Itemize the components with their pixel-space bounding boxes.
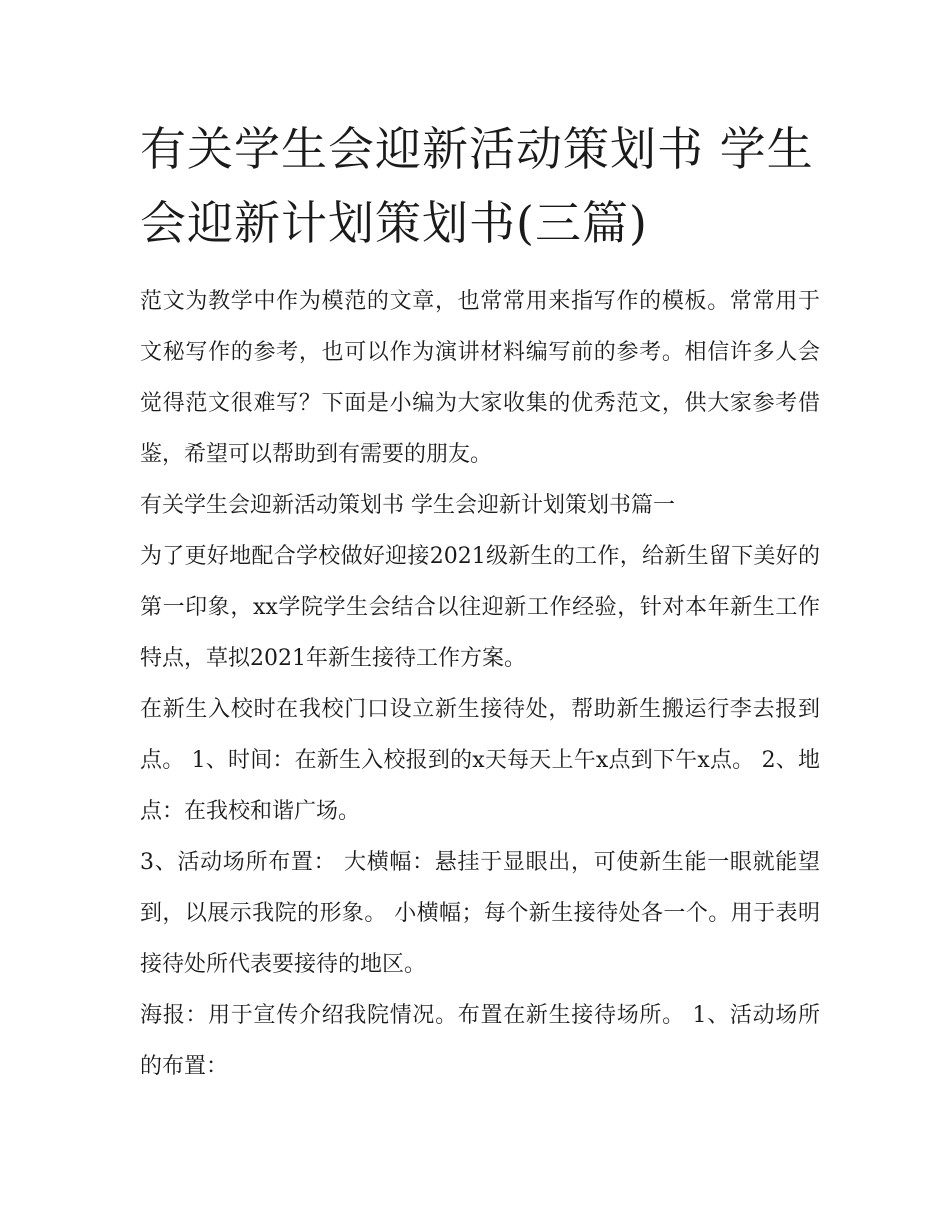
- poster-paragraph: 海报：用于宣传介绍我院情况。布置在新生接待场所。 1、活动场所的布置：: [140, 1003, 820, 1079]
- venue-layout-paragraph: 3、活动场所布置： 大横幅：悬挂于显眼出，可使新生能一眼就能望到，以展示我院的形象。 小横幅；每个新生接待处各一个。用于表明接待处所代表要接待的地区。: [140, 850, 820, 977]
- reception-paragraph: 在新生入校时在我校门口设立新生接待处，帮助新生搬运行李去报到点。 1、时间：在新生入校报到的x天每天上午x点到下午x点。 2、地点：在我校和谐广场。: [140, 697, 820, 824]
- document-title: 有关学生会迎新活动策划书 学生会迎新计划策划书(三篇): [140, 122, 814, 250]
- purpose-paragraph: 为了更好地配合学校做好迎接2021级新生的工作，给新生留下美好的第一印象，xx学院学生会结合以往迎新工作经验，针对本年新生工作特点，草拟2021年新生接待工作方案。: [140, 544, 820, 671]
- section-heading: 有关学生会迎新活动策划书 学生会迎新计划策划书篇一: [140, 493, 675, 518]
- document-body: [140, 276, 820, 1092]
- intro-paragraph: 范文为教学中作为模范的文章，也常常用来指写作的模板。常常用于文秘写作的参考，也可以作为演讲材料编写前的参考。相信许多人会觉得范文很难写？下面是小编为大家收集的优秀范文，供大家参考借鉴，希望可以帮助到有需要的朋友。: [140, 289, 820, 467]
